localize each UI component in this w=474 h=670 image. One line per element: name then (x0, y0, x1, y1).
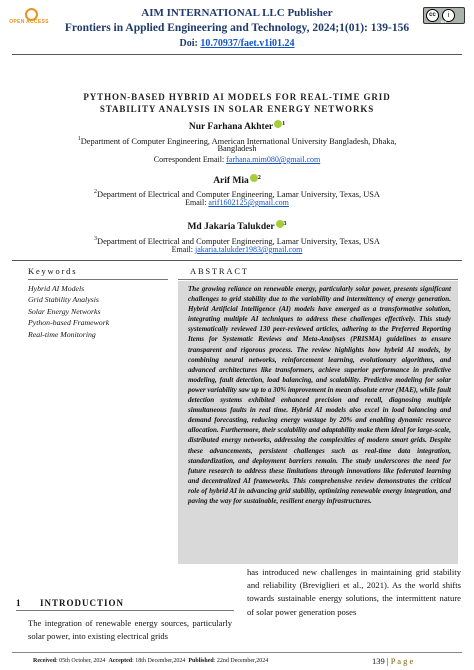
author-name: Md Jakaria Talukder $^3$ (187, 220, 287, 232)
keywords-heading: Keywords (28, 266, 78, 276)
attribution-person-icon: i (442, 9, 455, 22)
author-name: Nur Farhana Akhter $^1$ (188, 120, 286, 132)
author-affiliation: $^1$Department of Computer Engineering, American International University Bangladesh, Dhaka, (77, 136, 397, 146)
author-email: Correspondent Email: farhana.mim080@gmail.com (153, 155, 321, 164)
abstract-text: The growing reliance on renewable energy, particularly solar power, presents significant challenges to grid stability due to the variability and intermittency of energy generation. Hybrid Artificial Intelligence (AI) models have emerged as a transformative solution, integrating multiple AI techniques to address these challenges effectively. This study systematically reviewed 130 peer-reviewed articles, adhering to the Preferred Reporting Items for Systematic Reviews and Meta-Analyses (PRISMA) guidelines to ensure transparent and rigorous process. The review highlights how hybrid AI models, by combining neural networks, reinforcement learning, evolutionary algorithms, and advanced architectures like transformers, achieve superior performance in predictive modeling, fault detection, load balancing, and scalability. Predictive modeling for solar power variability saw up to a 30% improvement in mean absolute error (MAE), while fault detection systems exhibited enhanced precision and recall, diagnosing multiple simultaneous faults in real time. Hybrid AI models also excel in load balancing and demand forecasting, reducing energy wastage by 20% and enabling dynamic resource allocation. Furthermore, their scalability and adaptability make them ideal for large-scale, distributed energy networks, addressing the complexities of modern smart grids. Despite these advancements, persistent challenges such as real-time data integration, standardization, and deployment barriers remain. The study underscores the need for future research to address these limitations through innovations like federated learning and decentralized AI frameworks. This comprehensive review demonstrates the critical role of hybrid AI in advancing grid stability, optimizing renewable energy integration, and paving the way for sustainable, resilient energy infrastructures. (188, 285, 451, 505)
paper-title-line: STABILITY ANALYSIS IN SOLAR ENERGY NETWORKS (99, 104, 375, 114)
author-affiliation-line: Bangladesh (217, 144, 257, 153)
keyword-item: Grid Stability Analysis (28, 295, 99, 305)
author-affiliation: $^3$Department of Electrical and Computer Engineering, Lamar University, Texas, USA (94, 236, 380, 246)
footer-divider (12, 652, 462, 653)
introduction-text-left: The integration of renewable energy sources, particularly solar power, into existing electrical grids (28, 618, 232, 641)
keywords-rule (28, 279, 168, 280)
publisher-name: AIM INTERNATIONAL LLC Publisher (141, 7, 333, 19)
cc-by-text: BY (441, 19, 447, 24)
open-access-label: OPEN ACCESS (9, 19, 49, 25)
abstract-heading: ABSTRACT (190, 266, 249, 276)
email-link[interactable]: jakaria.talukder1983@gmail.com (194, 245, 303, 254)
author-affiliation: $^2$Department of Electrical and Computer Engineering, Lamar University, Texas, USA (94, 189, 380, 199)
orcid-icon[interactable] (274, 120, 282, 128)
orcid-icon[interactable] (276, 220, 284, 228)
doi-label: Doi: (179, 38, 201, 49)
author-name: Arif Mia $^2$ (213, 174, 261, 186)
keyword-item: Solar Energy Networks (28, 306, 101, 316)
abstract-rule (178, 279, 458, 280)
author-email: Email: jakaria.talukder1983@gmail.com (171, 245, 303, 254)
section-divider (12, 260, 462, 261)
keyword-item: Hybrid AI Models (28, 284, 85, 293)
paper-title-line: PYTHON-BASED HYBRID AI MODELS FOR REAL-TIME GRID (83, 92, 391, 102)
doi-link[interactable]: 10.70937/faet.v1i01.24 (200, 38, 295, 49)
cc-icon: cc (426, 9, 439, 22)
header-divider (12, 54, 462, 55)
doi-line (0, 38, 474, 49)
orcid-icon[interactable] (250, 174, 258, 182)
journal-citation: Frontiers in Applied Engineering and Technology, 2024;1(01): 139-156 (64, 22, 410, 34)
keyword-item: Python-based Framework (28, 318, 110, 328)
keyword-item: Real-time Monitoring (28, 329, 96, 339)
paper-title (0, 91, 474, 115)
keywords-list (28, 283, 109, 340)
introduction-heading: INTRODUCTION (40, 598, 125, 608)
email-link[interactable]: arif1602125@gmail.com (208, 198, 289, 207)
introduction-text-right: has introduced new challenges in maintaining grid stability and reliability (Breviglieri et al., 2021). As the world shifts towards sustainable energy solutions, the intermittent nature of solar power generation poses (247, 567, 461, 617)
section-number: 1 (16, 598, 21, 608)
introduction-rule (16, 610, 234, 611)
page-number: 139 | P a g e (372, 656, 414, 666)
email-link[interactable]: farhana.mim080@gmail.com (226, 155, 321, 164)
footer-dates: Received: 05th October, 2024 Accepted: 18th December,2024 Published: 22nd December,2024 (33, 658, 269, 664)
author-email: Email: arif1602125@gmail.com (185, 198, 289, 207)
